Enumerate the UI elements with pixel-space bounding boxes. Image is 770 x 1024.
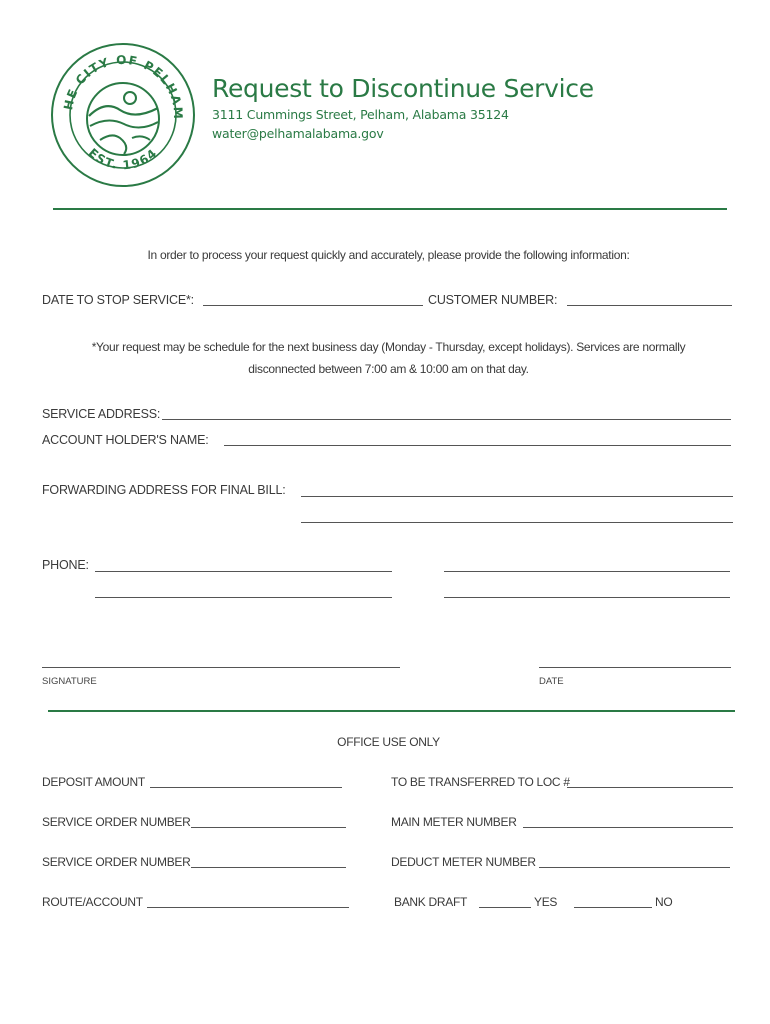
forwarding-address-field-2[interactable]: [301, 522, 733, 523]
service-order-label-2: SERVICE ORDER NUMBER: [42, 855, 191, 869]
schedule-note-line1: *Your request may be schedule for the next business day (Monday - Thursday, except holidays). Services are normally: [91, 340, 686, 354]
office-email[interactable]: water@pelhamalabama.gov: [212, 126, 384, 141]
deposit-amount-field[interactable]: [150, 787, 342, 788]
service-address-label: SERVICE ADDRESS:: [42, 407, 161, 421]
schedule-note-line2: disconnected between 7:00 am & 10:00 am on that day.: [248, 362, 529, 376]
page-title: Request to Discontinue Service: [212, 74, 594, 103]
deduct-meter-label: DEDUCT METER NUMBER: [391, 855, 536, 869]
customer-number-label: CUSTOMER NUMBER:: [428, 293, 558, 307]
transferred-to-field[interactable]: [567, 787, 733, 788]
service-order-field-1[interactable]: [191, 827, 346, 828]
account-holder-field[interactable]: [224, 445, 731, 446]
intro-text: In order to process your request quickly and accurately, please provide the following information:: [147, 248, 630, 262]
signature-label: SIGNATURE: [42, 676, 97, 687]
svg-text:EST. 1964: EST. 1964: [85, 145, 161, 173]
forwarding-address-label: FORWARDING ADDRESS FOR FINAL BILL:: [42, 483, 286, 497]
transferred-to-label: TO BE TRANSFERRED TO LOC #: [391, 775, 570, 789]
phone-field-1[interactable]: [95, 571, 392, 572]
customer-number-field[interactable]: [567, 305, 732, 306]
office-divider: [48, 710, 735, 712]
service-address-field[interactable]: [162, 419, 731, 420]
office-use-heading: OFFICE USE ONLY: [337, 735, 440, 749]
forwarding-address-field-1[interactable]: [301, 496, 733, 497]
svg-text:THE CITY OF PELHAM: HE CITY OF PELHAM: [61, 52, 186, 121]
route-account-field[interactable]: [147, 907, 349, 908]
route-account-label: ROUTE/ACCOUNT: [42, 895, 143, 909]
bank-draft-label: BANK DRAFT: [394, 895, 468, 909]
service-order-field-2[interactable]: [191, 867, 346, 868]
header-divider: [53, 208, 727, 210]
bank-draft-no-label: NO: [655, 895, 673, 909]
signature-date-field[interactable]: [539, 667, 731, 668]
account-holder-label: ACCOUNT HOLDER'S NAME:: [42, 433, 209, 447]
deduct-meter-field[interactable]: [539, 867, 730, 868]
signature-date-label: DATE: [539, 676, 564, 687]
bank-draft-yes-label: YES: [534, 895, 558, 909]
signature-field[interactable]: [42, 667, 400, 668]
bank-draft-yes-field[interactable]: [479, 907, 531, 908]
date-to-stop-field[interactable]: [203, 305, 423, 306]
phone-field-3[interactable]: [95, 597, 392, 598]
bank-draft-no-field[interactable]: [574, 907, 652, 908]
service-order-label-1: SERVICE ORDER NUMBER: [42, 815, 191, 829]
office-address: 3111 Cummings Street, Pelham, Alabama 35124: [212, 107, 509, 122]
main-meter-field[interactable]: [523, 827, 733, 828]
deposit-amount-label: DEPOSIT AMOUNT: [42, 775, 145, 789]
city-seal-icon: [50, 42, 196, 188]
date-to-stop-label: DATE TO STOP SERVICE*:: [42, 293, 194, 307]
phone-field-4[interactable]: [444, 597, 730, 598]
main-meter-label: MAIN METER NUMBER: [391, 815, 517, 829]
phone-label: PHONE:: [42, 558, 89, 572]
phone-field-2[interactable]: [444, 571, 730, 572]
city-logo: [50, 42, 196, 188]
